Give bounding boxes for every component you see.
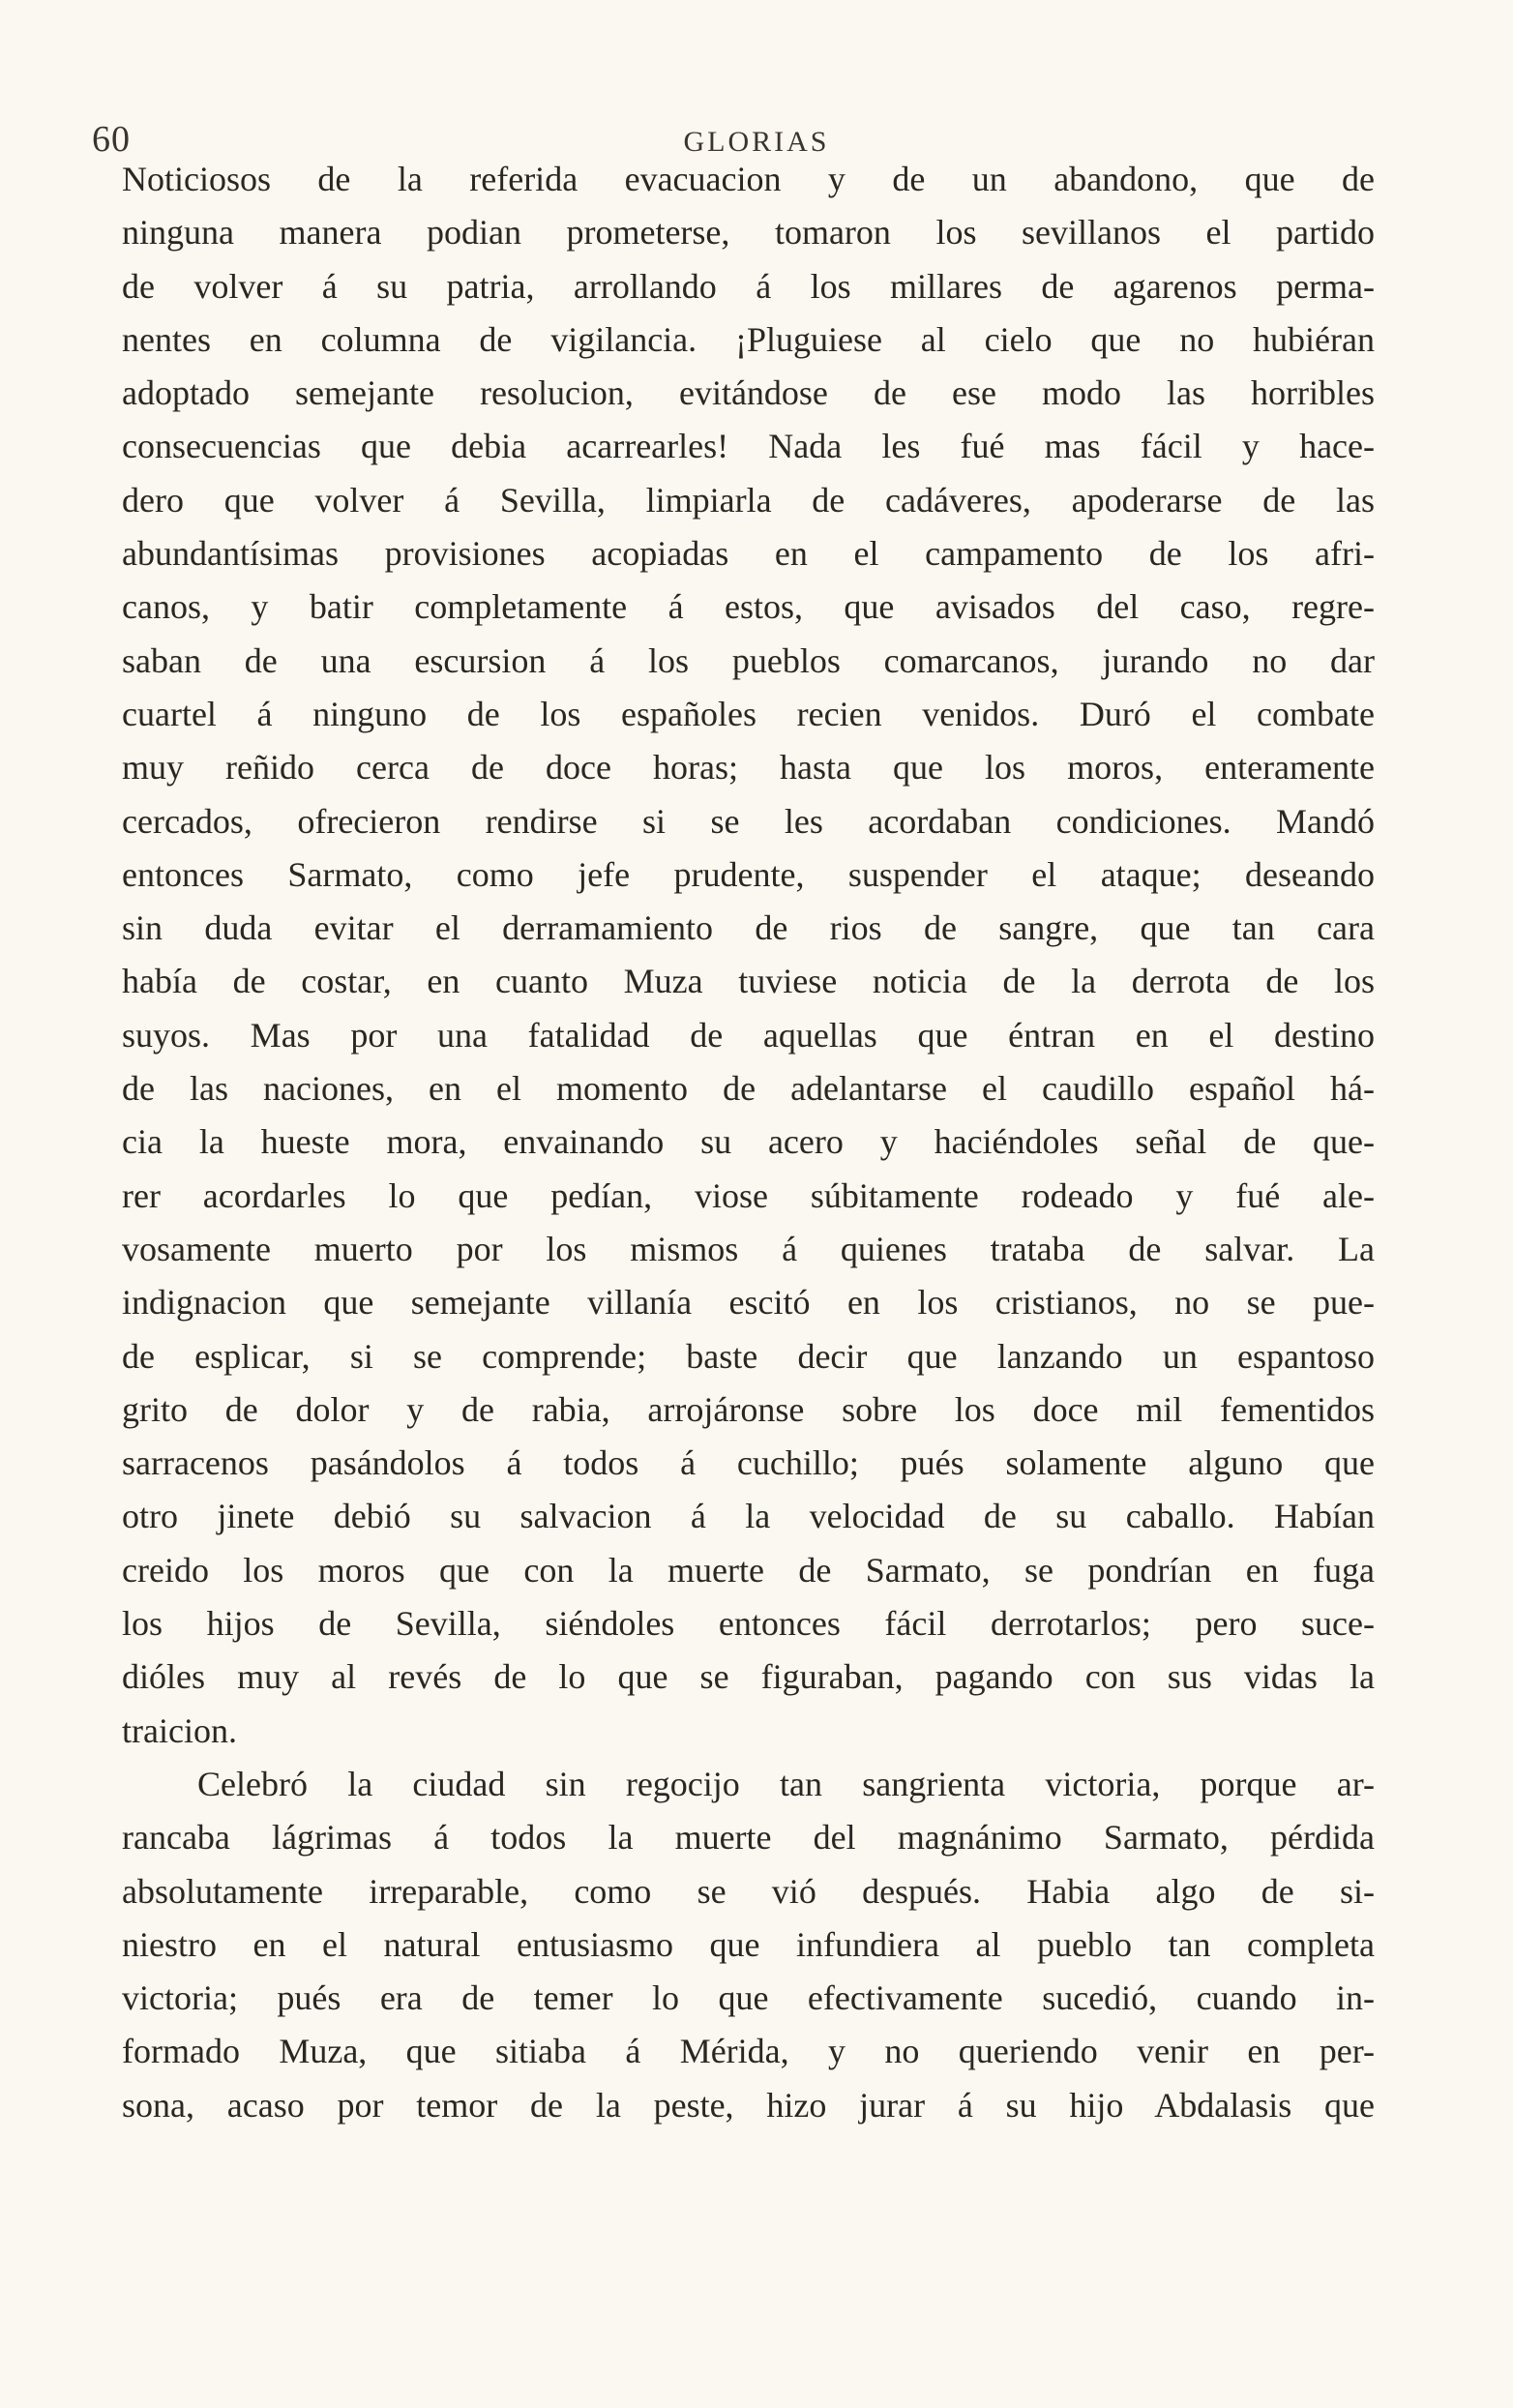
text-line: entonces Sarmato, como jefe prudente, suspender el ataque; deseando [122,854,1375,894]
text-line: nentes en columna de vigilancia. ¡Pluguiese al cielo que no hubiéran [122,319,1375,359]
text-line: rer acordarles lo que pedían, viose súbitamente rodeado y fué ale- [122,1175,1375,1215]
text-line: grito de dolor y de rabia, arrojáronse sobre los doce mil fementidos [122,1389,1375,1429]
text-line: niestro en el natural entusiasmo que infundiera al pueblo tan completa [122,1924,1375,1964]
page-number: 60 [92,119,131,160]
text-line: sin duda evitar el derramamiento de rios de sangre, que tan cara [122,908,1375,948]
text-line: sona, acaso por temor de la peste, hizo jurar á su hijo Abdalasis que [122,2085,1375,2125]
text-line: creido los moros que con la muerte de Sarmato, se pondrían en fuga [122,1550,1375,1590]
text-line: canos, y batir completamente á estos, que avisados del caso, regre- [122,587,1375,627]
text-line: dióles muy al revés de lo que se figuraban, pagando con sus vidas la [122,1657,1375,1697]
text-line: sarracenos pasándolos á todos á cuchillo; pués solamente alguno que [122,1443,1375,1483]
text-line: consecuencias que debia acarrearles! Nada les fué mas fácil y hace- [122,427,1375,466]
text-line: de esplicar, si se comprende; baste decir que lanzando un espantoso [122,1336,1375,1376]
text-line: había de costar, en cuanto Muza tuviese noticia de la derrota de los [122,962,1375,1001]
text-line: abundantísimas provisiones acopiadas en el campamento de los afri- [122,534,1375,574]
text-line: los hijos de Sevilla, siéndoles entonces fácil derrotarlos; pero suce- [122,1604,1375,1644]
text-line: traicion. [122,1710,237,1750]
body-text [122,153,1375,2132]
text-line: rancaba lágrimas á todos la muerte del magnánimo Sarmato, pérdida [122,1818,1375,1858]
text-line: de volver á su patria, arrollando á los millares de agarenos perma- [122,266,1375,306]
text-line: cia la hueste mora, envainando su acero y haciéndoles señal de que- [122,1122,1375,1162]
text-line: saban de una escursion á los pueblos comarcanos, jurando no dar [122,640,1375,680]
text-line: victoria; pués era de temer lo que efectivamente sucedió, cuando in- [122,1978,1375,2018]
text-line: Noticiosos de la referida evacuacion y de un abandono, que de [122,160,1375,198]
text-line: otro jinete debió su salvacion á la velocidad de su caballo. Habían [122,1497,1375,1536]
text-line: adoptado semejante resolucion, evitándose de ese modo las horribles [122,373,1375,413]
text-line: vosamente muerto por los mismos á quienes trataba de salvar. La [122,1229,1375,1268]
text-line: dero que volver á Sevilla, limpiarla de cadáveres, apoderarse de las [122,480,1375,520]
text-line: cuartel á ninguno de los españoles recien venidos. Duró el combate [122,694,1375,733]
text-line: indignacion que semejante villanía escitó en los cristianos, no se pue- [122,1283,1375,1323]
text-line: muy reñido cerca de doce horas; hasta que los moros, enteramente [122,748,1375,788]
text-line: formado Muza, que sitiaba á Mérida, y no queriendo venir en per- [122,2032,1375,2071]
text-line: de las naciones, en el momento de adelantarse el caudillo español há- [122,1069,1375,1109]
text-line: cercados, ofrecieron rendirse si se les acordaban condiciones. Mandó [122,801,1375,841]
text-line: Celebró la ciudad sin regocijo tan sangrienta victoria, porque ar- [197,1764,1375,1803]
running-title: GLORIAS [683,126,830,158]
text-line: ninguna manera podian prometerse, tomaron los sevillanos el partido [122,213,1375,253]
text-line: suyos. Mas por una fatalidad de aquellas que éntran en el destino [122,1015,1375,1055]
text-line: absolutamente irreparable, como se vió después. Habia algo de si- [122,1871,1375,1911]
